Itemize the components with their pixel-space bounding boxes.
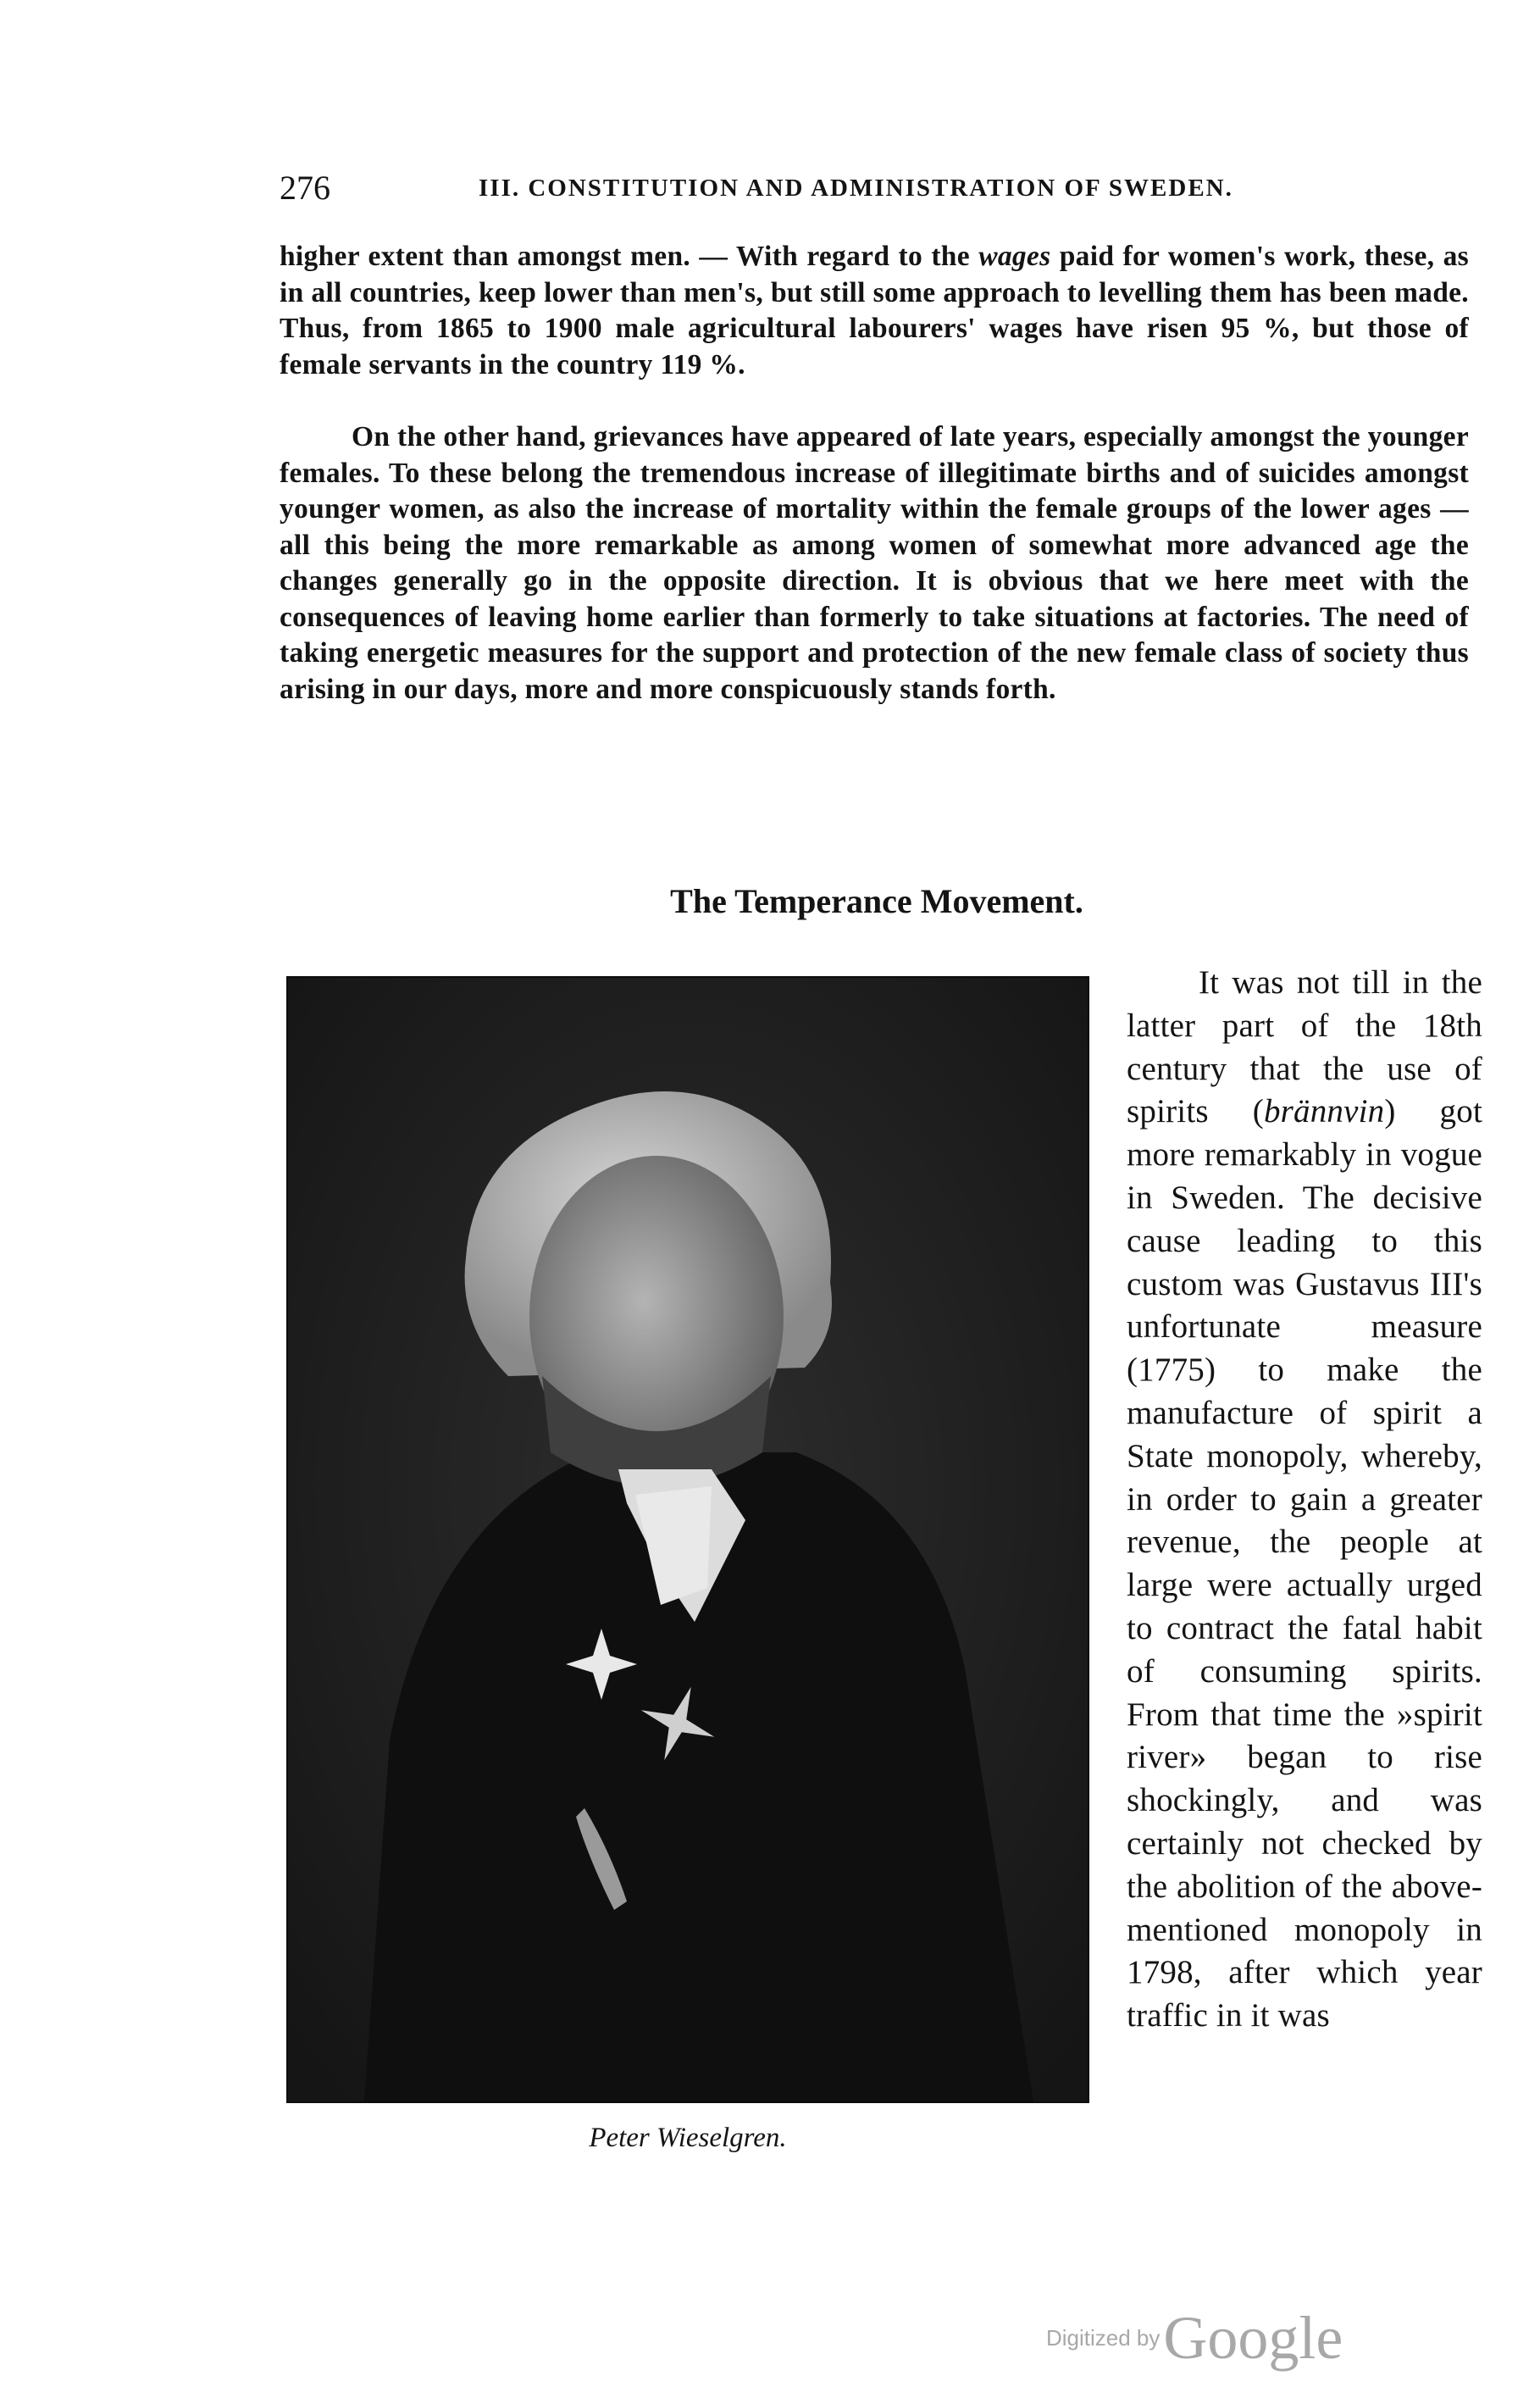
watermark-prefix: Digitized by xyxy=(1046,2325,1161,2351)
figure-caption: Peter Wieselgren. xyxy=(589,2123,787,2153)
page-number: 276 xyxy=(280,169,330,207)
google-logo: Google xyxy=(1163,2304,1343,2372)
digitized-watermark xyxy=(1046,2303,1343,2373)
portrait-photo xyxy=(286,976,1089,2103)
temperance-text-column xyxy=(1127,962,1482,2038)
page-header xyxy=(280,168,1355,210)
running-head: III. CONSTITUTION AND ADMINISTRATION OF SWEDEN. xyxy=(479,175,1233,202)
paragraph-grievances: On the other hand, grievances have appeared of late years, especially amongst the younger females. To these belong the tremendous increase of illegitimate births and of suicides amongst younger women, as also the increase of mortality within the female groups of the lower ages — all this being the more remarkable as among women of somewhat more advanced age the changes generally go in the opposite direction. It is obvious that we here meet with the consequences of leaving home earlier than formerly to take situations at factories. The need of taking energetic measures for the support and protection of the new female class of society thus arising in our days, more and more conspicuously stands forth. xyxy=(280,421,1469,705)
paragraph-women-wages xyxy=(280,239,1469,383)
paragraph-1-text-b: paid for women's work, these, as in all countries, keep lower than men's, but still some approach to levelling them has been made. Thus, from 1865 to 1900 male agricultural labourers' wages have risen 95 %, but those of female servants in the country 119 %. xyxy=(280,241,1469,380)
temperance-text-a: It was not till in the latter part of the 18th century that the use of spirits ( xyxy=(1127,964,1482,1130)
temperance-emphasis: brännvin xyxy=(1263,1093,1385,1130)
paragraph-1-text-a: higher extent than amongst men. — With regard to the xyxy=(280,241,979,272)
section-title: The Temperance Movement. xyxy=(670,882,1083,920)
paragraph-1-emphasis: wages xyxy=(978,241,1051,272)
temperance-text-b: ) got more remarkably in vogue in Sweden. The decisive cause leading to this custom was Gustavus III's unfortunate measure (1775) to make the manufacture of spirit a State monopoly, whereby, in order to gain a greater revenue, the people at large were actually urged to contract the fatal habit of consuming spirits. From that time the »spirit river» began to rise shockingly, and was certainly not checked by the abolition of the above-mentioned monopoly in 1798, after which year traffic in it was xyxy=(1127,1093,1482,2034)
temperance-paragraph xyxy=(1127,962,1482,2038)
portrait-illustration xyxy=(288,978,1088,2101)
